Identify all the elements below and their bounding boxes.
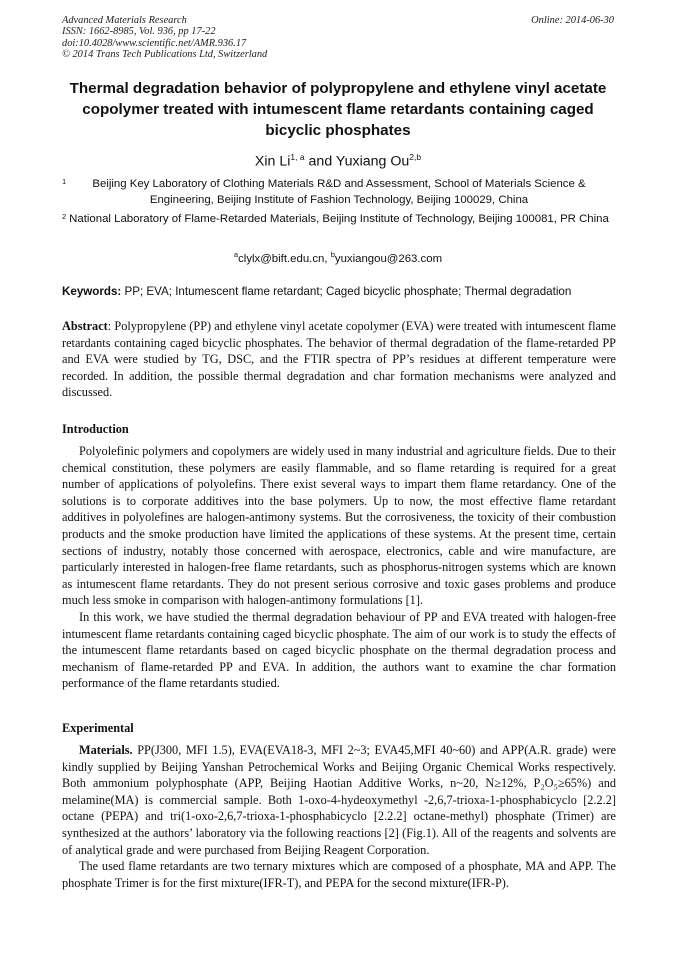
abstract-label: Abstract [62, 319, 108, 333]
author-1-affil-marker: 1, a [290, 152, 305, 162]
materials-text: PP(J300, MFI 1.5), EVA(EVA18-3, MFI 2~3; EVA45,MFI 40~60) and APP(A.R. grade) were kindly supplied by Beijing Yanshan Petrochemical Works and Beijing Organic Chemical Works respectively. Both ammonium polyphosphate (APP, Beijing Haotian Additive Works, n~20, N≥12%, P₂O₅≥65%) and melamine(MA) is commercial sample. Both 1-oxo-4-hydeoxymethyl -2,6,7-trioxa-1-phosphabicyclo [2.2.2] octane (PEPA) and tri(1-oxo-2,6,7-trioxa-1-phosphabicyclo [2.2.2] octane-methyl) phosphate (Trimer) are synthesized at the authors’ laboratory via the following reactions [2] (Fig.1). All of the reagents and solvents are of analytical grade and were purchased from Beijing Reagent Corporation. [62, 743, 616, 857]
affiliation-text: Beijing Key Laboratory of Clothing Materials R&D and Assessment, School of Materials Science & Engineering, Beijing Institute of Fashion Technology, Beijing 100029, China [92, 178, 586, 206]
journal-header [62, 15, 267, 60]
journal-name: Advanced Materials Research [62, 15, 187, 26]
author-1: Xin Li [254, 153, 291, 170]
introduction-paragraph-1: Polyolefinic polymers and copolymers are widely used in many industrial and agriculture fields. Due to their chemical constitution, these polymers are easily flammable, and so flame retarding is required for a great number of applications of polyolefins. There exist several ways to impart them flame retardancy. One of the solutions is to corporate additives into the base polymers. Up to now, the most effective flame retardant additives in polyolefines are halogen-antimony systems. But the corrosiveness, the toxicity of their combustion products and the smoke production have limited the applications of these systems. At the present time, certain sections of industry, notably those concerned with aerospace, electronics, cable and wire manufacture, are particularly interested in halogen-free flame retardants, such as phosphorus-nitrogen systems which are known as intumescent flame retardants. They do not present serious corrosive and toxic gases problems and produce much less smoke in comparison with halogen-antimony formulations [1]. [62, 444, 616, 608]
experimental-heading: Experimental [62, 721, 134, 735]
flame-retardants-paragraph: The used flame retardants are two ternary mixtures which are composed of a phosphate, MA and APP. The phosphate Trimer is for the first mixture(IFR-T), and PEPA for the second mixture(IFR-P). [62, 859, 616, 890]
materials-paragraph [62, 742, 616, 858]
email-b: yuxiangou@263.com [334, 252, 443, 265]
author-2: Yuxiang Ou [335, 153, 410, 170]
experimental-body [62, 742, 616, 891]
affiliation-1 [62, 177, 616, 208]
email-a-marker: a [233, 250, 239, 259]
materials-label: Materials. [79, 743, 133, 757]
introduction-heading: Introduction [62, 422, 129, 436]
abstract [62, 318, 616, 401]
keywords [62, 284, 622, 299]
introduction-body [62, 443, 616, 692]
issn-line: ISSN: 1662-8985, Vol. 936, pp 17-22 [62, 26, 216, 38]
online-date: Online: 2014-06-30 [531, 15, 614, 26]
email-line [62, 247, 614, 267]
affiliation-number: 2 [62, 212, 67, 221]
abstract-text: : Polypropylene (PP) and ethylene vinyl acetate copolymer (EVA) were treated with intumescent flame retardants containing caged bicyclic phosphates. The behavior of thermal degradation of the flame-retarded PP and EVA were studied by TG, DSC, and the FTIR spectra of PP’s residues at different temperature were recorded. In addition, the possible thermal degradation and char formation mechanisms were analyzed and discussed. [62, 319, 616, 400]
author-2-affil-marker: 2,b [409, 152, 422, 162]
affiliation-text: National Laboratory of Flame-Retarded Materials, Beijing Institute of Technology, Beijing 100081, PR China [69, 213, 609, 225]
keywords-label: Keywords: [62, 285, 122, 298]
keywords-text: PP; EVA; Intumescent flame retardant; Caged bicyclic phosphate; Thermal degradation [121, 285, 572, 298]
email-b-marker: b [330, 250, 335, 259]
affiliation-number: 1 [62, 177, 67, 186]
author-line [62, 148, 614, 171]
email-a: clylx@bift.edu.cn, [238, 252, 331, 265]
author-conjunction: and [304, 153, 336, 170]
paper-title: Thermal degradation behavior of polypropylene and ethylene vinyl acetate copolymer treated with intumescent flame retardants containing caged bicyclic phosphates [69, 80, 607, 139]
copyright-line: © 2014 Trans Tech Publications Ltd, Switzerland [62, 48, 268, 60]
introduction-paragraph-2: In this work, we have studied the thermal degradation behaviour of PP and EVA treated with halogen-free intumescent flame retardants containing caged bicyclic phosphate. The aim of our work is to study the effects of the intumescent flame retardants based on caged bicyclic phosphate on the thermal degradation process and mechanism of flame-retarded PP and EVA. In addition, the authors want to examine the char formation performance of the flame retardants studied. [62, 609, 616, 691]
doi-line: doi:10.4028/www.scientific.net/AMR.936.17 [62, 37, 247, 49]
affiliation-2 [62, 212, 616, 228]
